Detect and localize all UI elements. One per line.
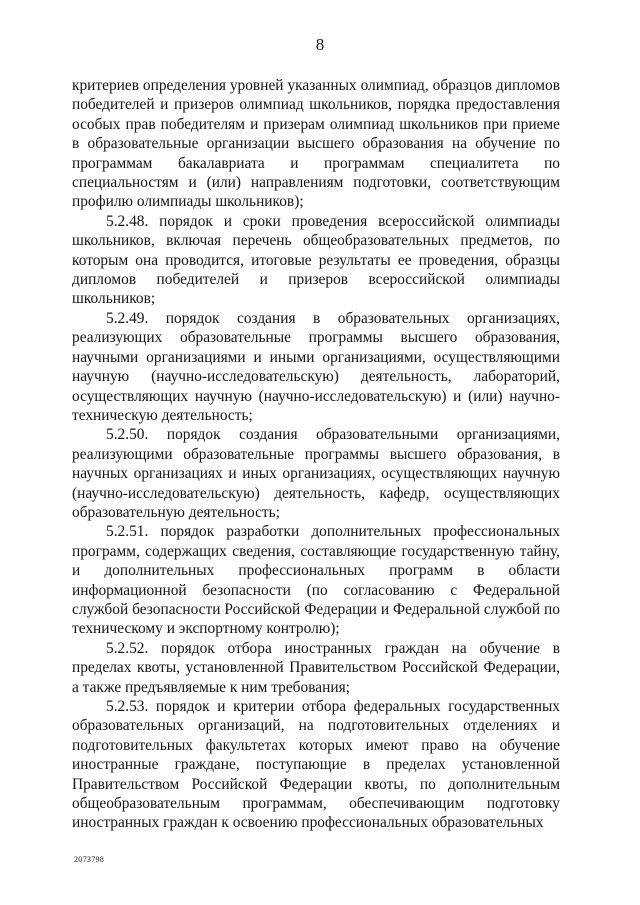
- paragraph-5-2-50: 5.2.50. порядок создания образовательными организациями, реализующими образовательные программы высшего образования, в научных организациях и иных организациях, осуществляющих научную (научно-исследовательскую) деятельность, кафедр, осуществляющих образовательную деятельность;: [72, 426, 560, 521]
- page-number: 8: [315, 35, 325, 54]
- paragraph-5-2-48: 5.2.48. порядок и сроки проведения всероссийской олимпиады школьников, включая перечень общеобразовательных предметов, по которым она проводится, итоговые результаты ее проведения, образцы дипломов победителей и призеров всероссийской олимпиады школьников;: [72, 212, 560, 308]
- document-code: 2073798: [74, 855, 105, 864]
- paragraph-continuation: критериев определения уровней указанных олимпиад, образцов дипломов победителей и призеров олимпиад школьников, порядка предоставления особых прав победителям и призерам олимпиад школьников при приеме в образовательные организации высшего образования на обучение по программам бакалавриата и программам специалитета по специальностям и (или) направлениям подготовки, соответствующим профилю олимпиады школьников);: [72, 77, 560, 211]
- paragraph-5-2-49: 5.2.49. порядок создания в образовательных организациях, реализующих образовательные программы высшего образования, научными организациями и иными организациями, осуществляющими научную (научно-исследовательскую) деятельность, лабораторий, осуществляющих научную (научно-исследовательскую) и (или) научно-техническую деятельность;: [72, 309, 560, 424]
- paragraph-5-2-53: 5.2.53. порядок и критерии отбора федеральных государственных образовательных организаций, на подготовительных отделениях и подготовительных факультетах которых имеют право на обучение иностранные граждане, поступающие в пределах установленной Правительством Российской Федерации квоты, по дополнительным общеобразовательным программам, обеспечивающим подготовку иностранных граждан к освоению профессиональных образовательных: [72, 698, 560, 832]
- paragraph-5-2-52: 5.2.52. порядок отбора иностранных граждан на обучение в пределах квоты, установленной Правительством Российской Федерации, а также предъявляемые к ним требования;: [72, 639, 560, 696]
- paragraph-5-2-51: 5.2.51. порядок разработки дополнительных профессиональных программ, содержащих сведения, составляющие государственную тайну, и дополнительных профессиональных программ в области информационной безопасности (по согласованию с Федеральной службой безопасности Российской Федерации и Федеральной службой по техническому и экспортному контролю);: [72, 523, 560, 638]
- document-body: [72, 76, 560, 833]
